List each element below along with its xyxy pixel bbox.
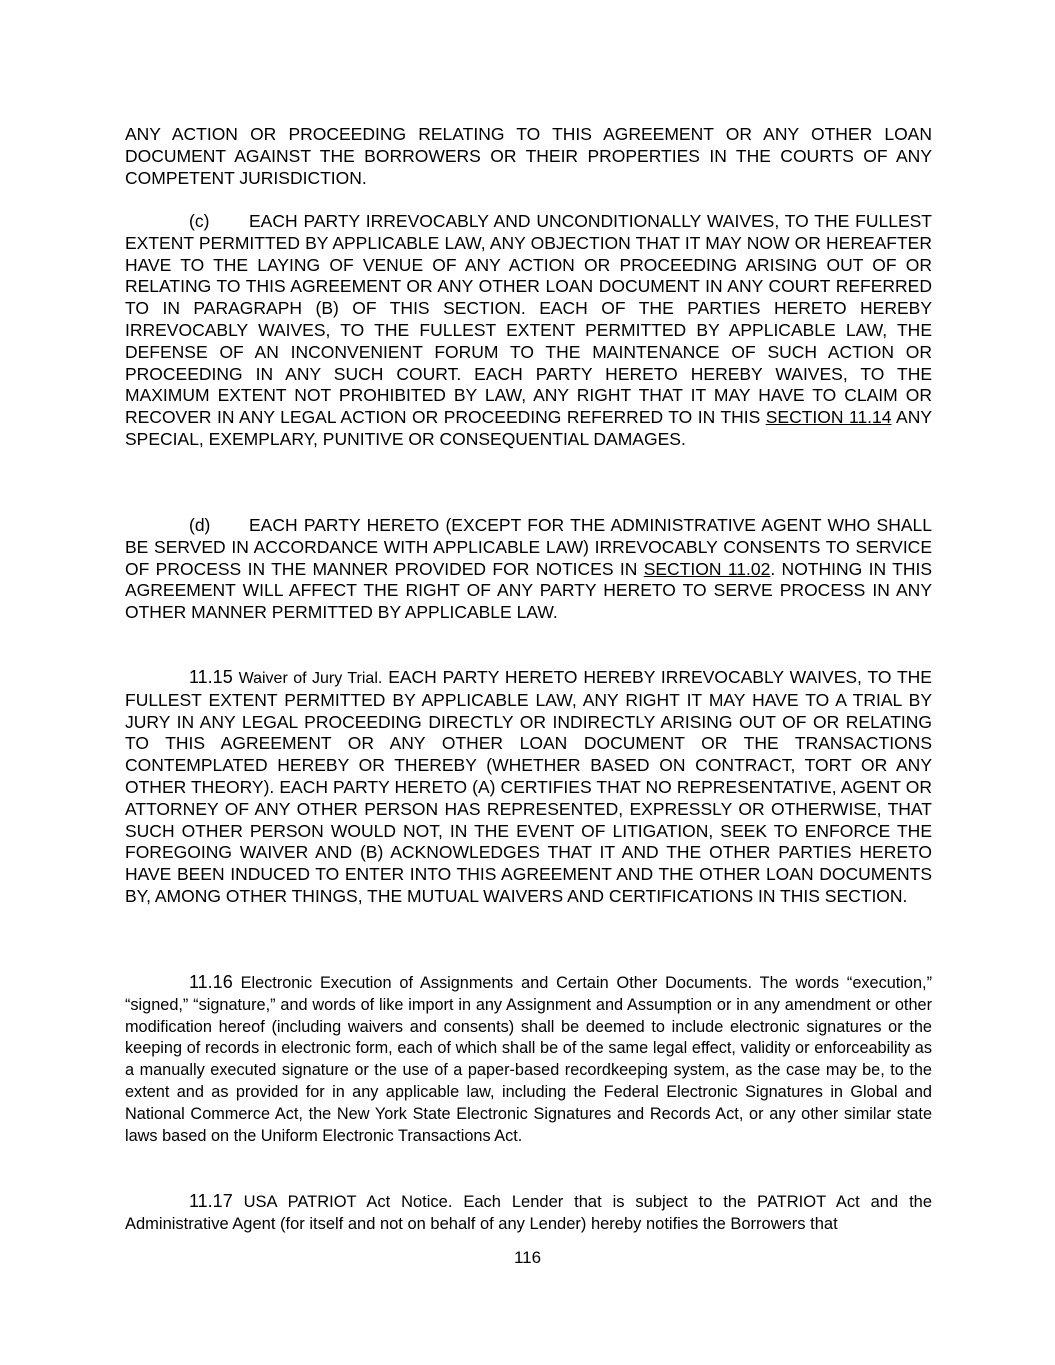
paragraph-c-text: EACH PARTY IRREVOCABLY AND UNCONDITIONALLY WAIVES, TO THE FULLEST EXTENT PERMITTED BY APPLICABLE LAW, ANY OBJECTION THAT IT MAY NOW OR HEREAFTER HAVE TO THE LAYING OF VENUE OF ANY ACTION OR PROCEEDING ARISING OUT OF OR RELATING TO THIS AGREEMENT OR ANY OTHER LOAN DOCUMENT IN ANY COURT REFERRED TO IN PARAGRAPH (B) OF THIS SECTION. EACH OF THE PARTIES HERETO HEREBY IRREVOCABLY WAIVES, TO THE FULLEST EXTENT PERMITTED BY APPLICABLE LAW, THE DEFENSE OF AN INCONVENIENT FORUM TO THE MAINTENANCE OF SUCH ACTION OR PROCEEDING IN ANY SUCH COURT. EACH PARTY HERETO HEREBY WAIVES, TO THE MAXIMUM EXTENT NOT PROHIBITED BY LAW, ANY RIGHT THAT IT MAY HAVE TO CLAIM OR RECOVER IN ANY LEGAL ACTION OR PROCEEDING REFERRED TO IN THIS [125,211,932,428]
paragraph-intro [125,124,932,189]
section-11-16 [125,972,932,1147]
section-heading: Electronic Execution of Assignments and Certain Other Documents. [240,974,753,992]
section-number: 11.16 [189,972,233,992]
section-number: 11.17 [189,1191,233,1211]
section-11-16-text: The words “execution,” “signed,” “signature,” and words of like import in any Assignment and Assumption or in any amendment or other modification hereof (including waivers and consents) shall be deemed to include electronic signatures or the keeping of records in electronic form, each of which shall be of the same legal effect, validity or enforceability as a manually executed signature or the use of a paper-based recordkeeping system, as the case may be, to the extent and as provided for in any applicable law, including the Federal Electronic Signatures in Global and National Commerce Act, the New York State Electronic Signatures and Records Act, or any other similar state laws based on the Uniform Electronic Transactions Act. [125,974,932,1145]
paragraph-c-label: (c) [189,211,210,231]
paragraph-d [125,515,932,624]
page-number: 116 [513,1248,542,1267]
section-11-15-text: EACH PARTY HERETO HEREBY IRREVOCABLY WAIVES, TO THE FULLEST EXTENT PERMITTED BY APPLICABLE LAW, ANY RIGHT IT MAY HAVE TO A TRIAL BY JURY IN ANY LEGAL PROCEEDING DIRECTLY OR INDIRECTLY ARISING OUT OF OR RELATING TO THIS AGREEMENT OR ANY OTHER LOAN DOCUMENT OR THE TRANSACTIONS CONTEMPLATED HEREBY OR THEREBY (WHETHER BASED ON CONTRACT, TORT OR ANY OTHER THEORY). EACH PARTY HERETO (A) CERTIFIES THAT NO REPRESENTATIVE, AGENT OR ATTORNEY OF ANY OTHER PERSON HAS REPRESENTED, EXPRESSLY OR OTHERWISE, THAT SUCH OTHER PERSON WOULD NOT, IN THE EVENT OF LITIGATION, SEEK TO ENFORCE THE FOREGOING WAIVER AND (B) ACKNOWLEDGES THAT IT AND THE OTHER PARTIES HERETO HAVE BEEN INDUCED TO ENTER INTO THIS AGREEMENT AND THE OTHER LOAN DOCUMENTS BY, AMONG OTHER THINGS, THE MUTUAL WAIVERS AND CERTIFICATIONS IN THIS SECTION. [125,667,932,906]
paragraph-intro-text: ANY ACTION OR PROCEEDING RELATING TO THIS AGREEMENT OR ANY OTHER LOAN DOCUMENT AGAINST THE BORROWERS OR THEIR PROPERTIES IN THE COURTS OF ANY COMPETENT JURISDICTION. [125,124,932,188]
paragraph-d-text-end: . NOTHING IN THIS AGREEMENT WILL AFFECT THE RIGHT OF ANY PARTY HERETO TO SERVE PROCESS IN ANY OTHER MANNER PERMITTED BY APPLICABLE LAW. [125,558,932,623]
section-11-17-text: Each Lender that is subject to the PATRIOT Act and the Administrative Agent (for itself and not on behalf of any Lender) hereby notifies the Borrowers that [125,1193,933,1233]
section-reference-link: SECTION 11.14 [765,407,892,428]
section-number: 11.15 [189,667,233,687]
paragraph-c-text-end: ANY SPECIAL, EXEMPLARY, PUNITIVE OR CONSEQUENTIAL DAMAGES. [125,407,932,449]
paragraph-d-label: (d) [189,515,211,535]
section-heading: Waiver of Jury Trial. [238,670,383,687]
section-reference-link: SECTION 11.02 [643,558,771,579]
section-11-15 [125,667,932,908]
section-11-17 [125,1191,932,1236]
paragraph-d-text: EACH PARTY HERETO (EXCEPT FOR THE ADMINISTRATIVE AGENT WHO SHALL BE SERVED IN ACCORDANCE WITH APPLICABLE LAW) IRREVOCABLY CONSENTS TO SERVICE OF PROCESS IN THE MANNER PROVIDED FOR NOTICES IN [125,515,932,579]
paragraph-c [125,211,932,451]
section-heading: USA PATRIOT Act Notice. [243,1193,453,1211]
